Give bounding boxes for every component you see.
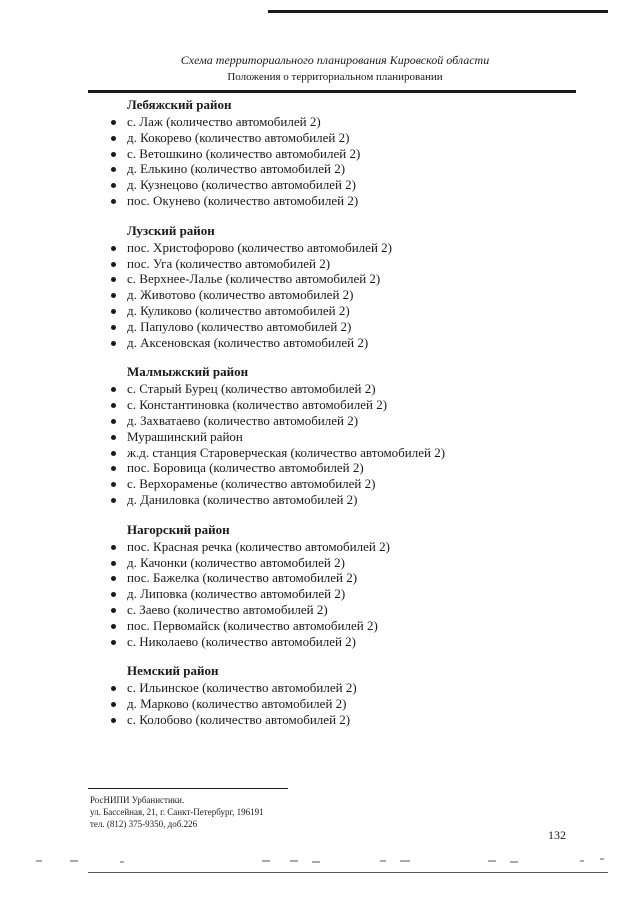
list-item: [110, 476, 580, 492]
list-item: [110, 712, 580, 728]
list-item: [110, 445, 580, 461]
bullet-icon: [111, 466, 116, 471]
district-section-nemsky: [110, 663, 580, 727]
item-text: с. Старый Бурец (количество автомобилей 2): [127, 381, 376, 397]
item-text: пос. Христофорово (количество автомобилей 2): [127, 239, 392, 255]
list-item: [110, 539, 580, 555]
bullet-icon: [111, 136, 116, 141]
list-item: [110, 381, 580, 397]
footer-org: РосНИПИ Урбанистики.: [90, 795, 185, 805]
item-text: ж.д. станция Староверческая (количество автомобилей 2): [127, 444, 446, 460]
list-item: [110, 570, 580, 586]
settlement-list: [110, 114, 580, 209]
bullet-icon: [111, 545, 116, 550]
document-body: [110, 97, 580, 742]
list-item: [110, 303, 580, 319]
footer-rule: [88, 788, 288, 789]
bullet-icon: [111, 403, 116, 408]
page-number: 132: [548, 828, 566, 842]
district-heading: Лебяжский район: [127, 97, 232, 112]
item-text: пос. Красная речка (количество автомобилей 2): [127, 538, 390, 554]
header-title: Схема территориального планирования Кировской области: [180, 53, 490, 67]
footer-address: ул. Бассейная, 21, г. Санкт-Петербург, 196191: [90, 807, 264, 817]
item-text: пос. Уга (количество автомобилей 2): [127, 255, 331, 271]
item-text: с. Колобово (количество автомобилей 2): [127, 711, 351, 727]
item-text: пос. Бажелка (количество автомобилей 2): [127, 570, 358, 586]
bullet-icon: [111, 277, 116, 282]
item-text: д. Елькино (количество автомобилей 2): [127, 161, 346, 177]
bullet-icon: [111, 152, 116, 157]
list-item: [110, 193, 580, 209]
bottom-rule: [88, 872, 608, 873]
district-section-malmyzhsky: [110, 364, 580, 507]
item-text: с. Верхораменье (количество автомобилей 2): [127, 476, 376, 492]
bullet-icon: [111, 702, 116, 707]
bullet-icon: [111, 199, 116, 204]
item-text: с. Николаево (количество автомобилей 2): [127, 633, 357, 649]
item-text: д. Аксеновская (количество автомобилей 2): [127, 334, 369, 350]
item-text: пос. Боровица (количество автомобилей 2): [127, 460, 364, 476]
list-item: [110, 146, 580, 162]
district-heading: Немский район: [127, 663, 219, 679]
footer-phone: тел. (812) 375-9350, доб.226: [90, 819, 198, 829]
list-item: [110, 335, 580, 351]
list-item: [110, 429, 580, 445]
settlement-list: [110, 539, 580, 650]
bullet-icon: [111, 592, 116, 597]
list-item: [110, 287, 580, 303]
district-heading: Нагорский район: [127, 521, 230, 537]
bullet-icon: [111, 246, 116, 251]
bullet-icon: [111, 608, 116, 613]
list-item: [110, 397, 580, 413]
bullet-icon: [111, 624, 116, 629]
item-text: д. Качонки (количество автомобилей 2): [127, 554, 345, 570]
item-text: с. Верхнее-Лалье (количество автомобилей 2): [127, 271, 381, 287]
district-section-lebyazhsky: [110, 97, 580, 209]
district-heading: Лузский район: [127, 222, 215, 238]
item-text: д. Папулово (количество автомобилей 2): [127, 318, 352, 334]
page-footer: [90, 794, 264, 830]
item-text: с. Ветошкино (количество автомобилей 2): [127, 145, 361, 161]
list-item: [110, 680, 580, 696]
bullet-icon: [111, 498, 116, 503]
bullet-icon: [111, 718, 116, 723]
district-section-nagorsky: [110, 522, 580, 650]
list-item: [110, 634, 580, 650]
page-header: [0, 52, 640, 85]
bullet-icon: [111, 325, 116, 330]
bullet-icon: [111, 262, 116, 267]
item-text: д. Кузнецово (количество автомобилей 2): [127, 177, 357, 193]
item-text: пос. Первомайск (количество автомобилей 2): [127, 617, 378, 633]
bullet-icon: [111, 341, 116, 346]
bullet-icon: [111, 419, 116, 424]
list-item: [110, 271, 580, 287]
header-rule: [88, 90, 576, 93]
bullet-icon: [111, 183, 116, 188]
bullet-icon: [111, 309, 116, 314]
item-text: пос. Окунево (количество автомобилей 2): [127, 192, 359, 208]
settlement-list: [110, 240, 580, 351]
item-text: д. Кокорево (количество автомобилей 2): [127, 129, 350, 145]
list-item: [110, 618, 580, 634]
list-item: [110, 492, 580, 508]
list-item: [110, 240, 580, 256]
scan-noise-marks: [0, 855, 640, 869]
bullet-icon: [111, 482, 116, 487]
district-section-luzsky: [110, 223, 580, 351]
bullet-icon: [111, 640, 116, 645]
bullet-icon: [111, 293, 116, 298]
bullet-icon: [111, 561, 116, 566]
list-item: [110, 114, 580, 130]
bullet-icon: [111, 387, 116, 392]
list-item: [110, 460, 580, 476]
list-item: [110, 130, 580, 146]
item-text: с. Ильинское (количество автомобилей 2): [127, 680, 357, 696]
bullet-icon: [111, 576, 116, 581]
item-text: Мурашинский район: [127, 428, 243, 444]
list-item: [110, 586, 580, 602]
list-item: [110, 256, 580, 272]
item-text: д. Даниловка (количество автомобилей 2): [127, 491, 358, 507]
item-text: с. Константиновка (количество автомобилей 2): [127, 397, 388, 413]
bullet-icon: [111, 435, 116, 440]
bullet-icon: [111, 451, 116, 456]
bullet-icon: [111, 167, 116, 172]
district-heading: Малмыжский район: [127, 364, 249, 380]
bullet-icon: [111, 120, 116, 125]
header-subtitle: Положения о территориальном планировании: [227, 71, 443, 83]
settlement-list: [110, 381, 580, 507]
item-text: с. Лаж (количество автомобилей 2): [127, 114, 321, 129]
item-text: д. Липовка (количество автомобилей 2): [127, 586, 346, 602]
list-item: [110, 413, 580, 429]
bullet-icon: [111, 686, 116, 691]
item-text: с. Заево (количество автомобилей 2): [127, 601, 328, 617]
list-item: [110, 555, 580, 571]
item-text: д. Захватаево (количество автомобилей 2): [127, 412, 359, 428]
list-item: [110, 696, 580, 712]
list-item: [110, 161, 580, 177]
top-rule: [268, 10, 608, 13]
list-item: [110, 177, 580, 193]
item-text: д. Марково (количество автомобилей 2): [127, 696, 347, 712]
item-text: д. Животово (количество автомобилей 2): [127, 287, 354, 303]
settlement-list: [110, 680, 580, 727]
list-item: [110, 602, 580, 618]
list-item: [110, 319, 580, 335]
item-text: д. Куликово (количество автомобилей 2): [127, 302, 350, 318]
